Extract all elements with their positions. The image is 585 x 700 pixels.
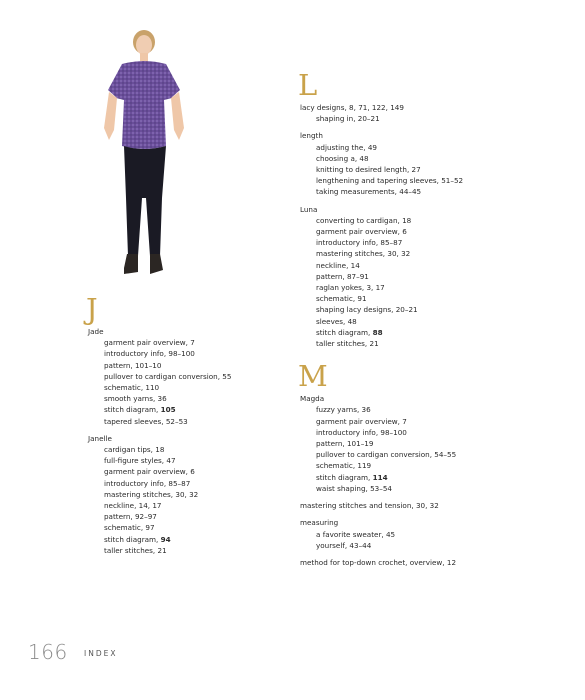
subentry-text: garment pair overview, 6 — [104, 467, 195, 477]
subentry-text: pullover to cardigan conversion, 55 — [104, 371, 232, 381]
index-entry — [300, 130, 560, 197]
index-subentry — [300, 113, 560, 124]
index-sections — [300, 68, 560, 568]
subentry-text: stitch diagram, — [104, 534, 161, 544]
index-subentry — [300, 438, 560, 449]
subentry-text: mastering stitches, 30, 32 — [316, 249, 411, 259]
index-subentry — [300, 142, 560, 153]
index-subentry — [88, 534, 278, 545]
section-letter: M — [298, 359, 328, 394]
index-subentry — [88, 404, 278, 415]
subentry-text: pattern, 92–97 — [104, 512, 157, 522]
subentry-text: raglan yokes, 3, 17 — [316, 283, 385, 293]
stitch-diagram-page-ref: 88 — [372, 327, 383, 337]
index-subentry — [300, 404, 560, 415]
index-letter-section — [300, 68, 560, 349]
subentry-text: full-figure styles, 47 — [104, 456, 176, 466]
subentry-text: yourself, 43–44 — [316, 540, 372, 550]
index-entries — [300, 393, 560, 568]
index-entries — [300, 102, 560, 349]
index-subentry — [300, 271, 560, 282]
index-subentry — [88, 371, 278, 382]
index-entry — [88, 433, 278, 556]
stitch-diagram-page-ref: 94 — [160, 534, 171, 544]
index-subentry — [300, 529, 560, 540]
subentry-text: stitch diagram, — [316, 472, 373, 482]
index-subentry — [300, 186, 560, 197]
subentry-text: pullover to cardigan conversion, 54–55 — [316, 450, 457, 460]
index-subentry — [300, 472, 560, 483]
index-entry-heading: Magda — [300, 394, 325, 404]
index-entry-heading: Luna — [300, 204, 318, 214]
index-subentry — [88, 489, 278, 500]
subentry-text: introductory info, 85–87 — [316, 238, 403, 248]
index-subentry — [300, 327, 560, 338]
index-column-right — [300, 68, 560, 574]
index-entry — [300, 204, 560, 350]
index-subentry — [300, 260, 560, 271]
index-subentry — [300, 540, 560, 551]
index-subentry — [300, 316, 560, 327]
stitch-diagram-page-ref: 105 — [160, 405, 176, 415]
index-subentry — [88, 444, 278, 455]
index-subentry — [300, 248, 560, 259]
page-number: 166 — [28, 640, 68, 664]
index-subentry — [300, 460, 560, 471]
index-entry-heading: method for top-down crochet, overview, 12 — [300, 557, 457, 567]
subentry-text: garment pair overview, 7 — [104, 338, 195, 348]
model-photo — [100, 28, 190, 280]
subentry-text: pattern, 101–19 — [316, 439, 374, 449]
subentry-text: introductory info, 85–87 — [104, 478, 191, 488]
index-subentry — [300, 449, 560, 460]
subentry-text: neckline, 14 — [316, 260, 360, 270]
running-section-title: INDEX — [84, 649, 118, 658]
subentry-text: lengthening and tapering sleeves, 51–52 — [316, 176, 464, 186]
index-subentry — [88, 337, 278, 348]
subentry-text: sleeves, 48 — [316, 316, 357, 326]
subentry-text: introductory info, 98–100 — [316, 427, 407, 437]
subentry-text: pattern, 101–10 — [104, 360, 162, 370]
subentry-text: schematic, 97 — [104, 523, 155, 533]
subentry-text: shaping lacy designs, 20–21 — [316, 305, 418, 315]
index-subentry — [88, 393, 278, 404]
index-subentry — [88, 545, 278, 556]
index-subentry — [300, 293, 560, 304]
subentry-text: taking measurements, 44–45 — [316, 187, 422, 197]
subentry-text: stitch diagram, — [316, 327, 373, 337]
index-entry — [300, 500, 560, 511]
index-entry-heading: length — [300, 131, 323, 141]
section-letter: L — [298, 68, 318, 102]
index-subentry — [300, 282, 560, 293]
index-entry — [300, 557, 560, 568]
index-entry — [300, 517, 560, 551]
subentry-text: garment pair overview, 7 — [316, 416, 407, 426]
index-entry — [300, 102, 560, 124]
index-subentry — [300, 164, 560, 175]
index-subentry — [88, 382, 278, 393]
index-subentry — [300, 483, 560, 494]
subentry-text: knitting to desired length, 27 — [316, 165, 421, 175]
subentry-text: shaping in, 20–21 — [316, 114, 380, 124]
index-entry-heading: lacy designs, 8, 71, 122, 149 — [300, 103, 404, 112]
index-entry-heading: measuring — [300, 518, 339, 528]
subentry-text: choosing a, 48 — [316, 153, 369, 163]
index-subentry — [88, 466, 278, 477]
index-subentry — [300, 338, 560, 349]
subentry-text: neckline, 14, 17 — [104, 501, 162, 511]
index-subentry — [300, 237, 560, 248]
subentry-text: stitch diagram, — [104, 405, 161, 415]
index-subentry — [88, 455, 278, 466]
subentry-text: tapered sleeves, 52–53 — [104, 416, 188, 426]
index-subentry — [88, 478, 278, 489]
subentry-text: introductory info, 98–100 — [104, 349, 195, 359]
subentry-text: schematic, 119 — [316, 461, 372, 471]
index-entries — [88, 326, 278, 556]
index-subentry — [300, 175, 560, 186]
index-subentry — [300, 304, 560, 315]
index-entry — [88, 326, 278, 427]
subentry-text: a favorite sweater, 45 — [316, 529, 396, 539]
subentry-text: converting to cardigan, 18 — [316, 215, 412, 225]
index-letter-section — [300, 355, 560, 568]
index-subentry — [300, 153, 560, 164]
index-column-left — [88, 292, 278, 562]
subentry-text: fuzzy yarns, 36 — [316, 405, 371, 415]
subentry-text: smooth yarns, 36 — [104, 394, 167, 404]
index-subentry — [88, 360, 278, 371]
subentry-text: mastering stitches, 30, 32 — [104, 489, 199, 499]
subentry-text: taller stitches, 21 — [104, 545, 167, 555]
subentry-text: schematic, 91 — [316, 294, 367, 304]
index-entry — [300, 393, 560, 494]
subentry-text: taller stitches, 21 — [316, 339, 379, 349]
index-subentry — [300, 416, 560, 427]
subentry-text: adjusting the, 49 — [316, 142, 377, 152]
stitch-diagram-page-ref: 114 — [372, 472, 388, 482]
index-subentry — [88, 500, 278, 511]
index-subentry — [300, 215, 560, 226]
section-letter: J — [86, 292, 98, 326]
index-subentry — [88, 522, 278, 533]
subentry-text: garment pair overview, 6 — [316, 227, 407, 237]
model-illustration — [100, 28, 190, 280]
index-subentry — [88, 348, 278, 359]
subentry-text: cardigan tips, 18 — [104, 445, 165, 455]
index-entry-heading: Jade — [88, 327, 104, 336]
subentry-text: pattern, 87–91 — [316, 271, 369, 281]
index-subentry — [88, 416, 278, 427]
index-subentry — [300, 226, 560, 237]
index-subentry — [88, 511, 278, 522]
index-entry-heading: mastering stitches and tension, 30, 32 — [300, 501, 439, 511]
index-subentry — [300, 427, 560, 438]
subentry-text: waist shaping, 53–54 — [316, 483, 392, 493]
index-entry-heading: Janelle — [88, 433, 112, 443]
subentry-text: schematic, 110 — [104, 383, 160, 393]
